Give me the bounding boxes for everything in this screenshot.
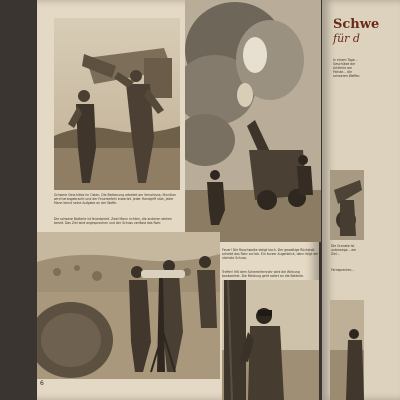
caption-bottom-center: Treffer! Mit dem Scherenfernrohr wird die Wirkung beobachtet. Die Meldung geht sofort an die Batterie.	[222, 270, 304, 278]
right-soldier-image	[330, 300, 364, 400]
gun-crew-loading-image	[54, 18, 180, 190]
right-column-text-mid: Die Granate ist unterwegs... am Ziel...	[331, 244, 357, 256]
soldier-binoculars-image	[222, 280, 319, 400]
photo-gun-firing	[185, 0, 321, 242]
photo-right-gun	[330, 170, 364, 240]
crew-optics-image	[37, 232, 220, 379]
page-number: 6	[40, 380, 44, 387]
caption-mid-left: Die schwere Batterie ist feuerbereit. Zwei Mann richten, die anderen stehen bereit. Das Ziel wird angesprochen und der Schuss verlässt das Rohr.	[54, 217, 172, 225]
gun-firing-image	[185, 0, 321, 242]
caption-top-left: Schwere Geschütze im Osten. Die Bedienung arbeitet am Verschluss; Munition wird herangebracht und der Feuerbefehl erwartet. Jeder Handgriff sitzt, jeder Mann kennt seine Aufgabe an der Waffe.	[54, 193, 176, 205]
right-column-text-low: Fernsprecher...	[331, 268, 354, 272]
right-column-text-top: In einem Tage... Geschütze der Artillerie am Feinde... die schweren Waffen.	[333, 58, 361, 78]
headline	[333, 18, 400, 46]
photo-soldier-binoculars	[222, 280, 319, 400]
headline-line-1: Schwe	[333, 17, 380, 32]
right-gun-image	[330, 170, 364, 240]
headline-line-2: für d	[333, 32, 360, 45]
photo-gun-crew-loading	[54, 18, 180, 190]
photo-crew-optics	[37, 232, 220, 379]
caption-mid-right: Feuer! Die Rauchwolke steigt hoch. Der gewaltige Rückstoß schiebt das Rohr zurück. Ein kurzer Augenblick, dann folgt der nächste Schuss.	[222, 248, 319, 260]
photo-right-soldier	[330, 300, 364, 400]
